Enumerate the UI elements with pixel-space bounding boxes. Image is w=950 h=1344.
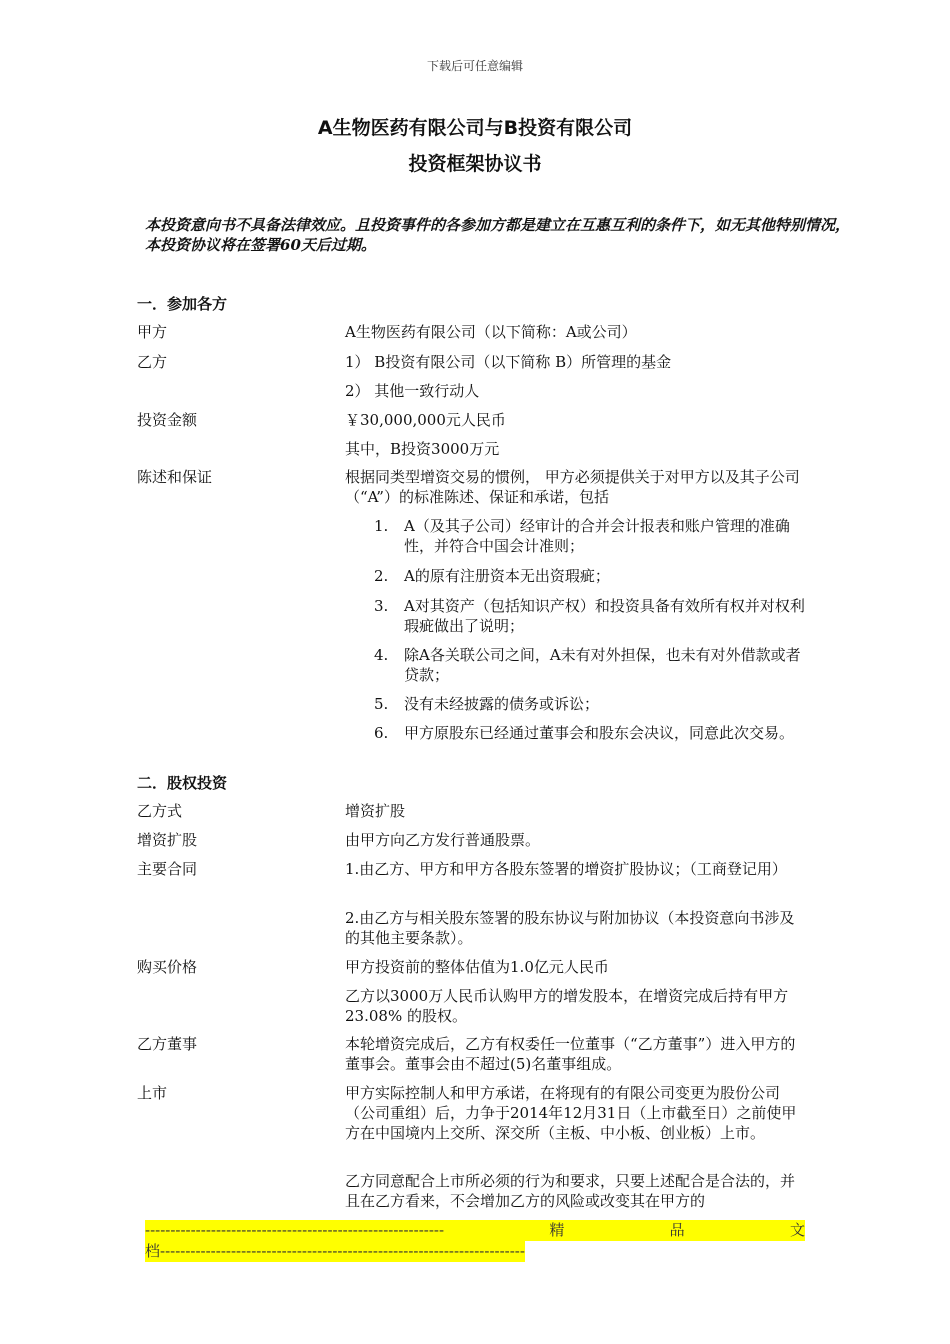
list-item-text: A（及其子公司）经审计的合并会计报表和账户管理的准确性，并符合中国会计准则； (404, 517, 790, 555)
disclaimer: 本投资意向书不具备法律效应。且投资事件的各参加方都是建立在互惠互利的条件下，如无其他特别情况，本投资协议将在签署60天后过期。 (145, 216, 851, 254)
footer-line1 (145, 1220, 805, 1241)
warranty-value: 根据同类型增资交易的惯例， 甲方必须提供关于对甲方以及其子公司（“A”）的标准陈述、保证和承诺，包括 (345, 468, 800, 506)
list-item-text: 除A各关联公司之间，A未有对外担保，也未有对外借款或者贷款； (404, 646, 801, 684)
contract-value2: 2.由乙方与相关股东签署的股东协议与附加协议（本投资意向书涉及的其他主要条款）。 (345, 909, 795, 947)
header-note: 下载后可任意编辑 (426, 59, 523, 73)
amount-value2: 其中，B投资3000万元 (345, 440, 500, 458)
footer-char: 精 (549, 1221, 565, 1239)
director-value: 本轮增资完成后，乙方有权委任一位董事（“乙方董事”）进入甲方的董事会。董事会由不超过(5)名董事组成。 (345, 1035, 796, 1073)
document-title-line2: 投资框架协议书 (408, 153, 542, 175)
document-title-line1: A生物医药有限公司与B投资有限公司 (317, 117, 633, 139)
list-item-number: 5. (374, 695, 389, 713)
method-label: 乙方式 (137, 802, 183, 820)
party-b-label: 乙方 (137, 353, 168, 371)
price-value1: 甲方投资前的整体估值为1.0亿元人民币 (345, 958, 609, 976)
price-label: 购买价格 (137, 958, 198, 976)
list-item-number: 1. (374, 517, 389, 535)
party-b-value2: 2） 其他一致行动人 (345, 382, 480, 400)
section2-heading: 二．股权投资 (137, 774, 228, 792)
list-item-number: 2. (374, 567, 389, 585)
list-item-number: 6. (374, 724, 389, 742)
listing-value2: 乙方同意配合上市所必须的行为和要求，只要上述配合是合法的，并且在乙方看来，不会增加乙方的风险或改变其在甲方的 (345, 1172, 796, 1210)
list-item-number: 4. (374, 646, 389, 664)
footer-line2: 档------------------------------------------------------------------------ (145, 1242, 525, 1260)
contract-value1: 1.由乙方、甲方和甲方各股东签署的增资扩股协议；（工商登记用） (345, 860, 787, 878)
footer-dashes: ----------------------------------------------------------- (145, 1221, 445, 1239)
amount-label: 投资金额 (137, 411, 198, 429)
listing-value1: 甲方实际控制人和甲方承诺，在将现有的有限公司变更为股份公司（公司重组）后，力争于2014年12月31日（上市截至日）之前使甲方在中国境内上交所、深交所（主板、中小板、创业板）上市。 (345, 1084, 797, 1142)
list-item-text: 甲方原股东已经通过董事会和股东会决议，同意此次交易。 (404, 724, 795, 742)
footer-banner (145, 1220, 805, 1262)
party-a-label: 甲方 (137, 323, 168, 341)
price-value2: 乙方以3000万人民币认购甲方的增发股本，在增资完成后持有甲方23.08% 的股权。 (345, 987, 789, 1025)
section1-heading: 一．参加各方 (137, 295, 228, 313)
list-item-text: A的原有注册资本无出资瑕疵； (404, 567, 610, 585)
party-b-value1: 1） B投资有限公司（以下简称 B）所管理的基金 (345, 353, 672, 371)
director-label: 乙方董事 (137, 1035, 198, 1053)
capital-value: 由甲方向乙方发行普通股票。 (345, 831, 541, 849)
warranty-label: 陈述和保证 (137, 468, 213, 486)
list-item-number: 3. (374, 597, 389, 615)
amount-value1: ￥30,000,000元人民币 (345, 411, 506, 429)
party-a-value: A生物医药有限公司（以下简称：A或公司） (345, 323, 637, 341)
footer-char: 品 (669, 1221, 685, 1239)
capital-label: 增资扩股 (137, 831, 198, 849)
method-value: 增资扩股 (345, 802, 406, 820)
list-item-text: A对其资产（包括知识产权）和投资具备有效所有权并对权利瑕疵做出了说明； (404, 597, 805, 635)
listing-label: 上市 (137, 1084, 168, 1102)
contract-label: 主要合同 (137, 860, 198, 878)
footer-char: 文 (789, 1221, 805, 1239)
list-item-text: 没有未经披露的债务或诉讼； (404, 695, 600, 713)
